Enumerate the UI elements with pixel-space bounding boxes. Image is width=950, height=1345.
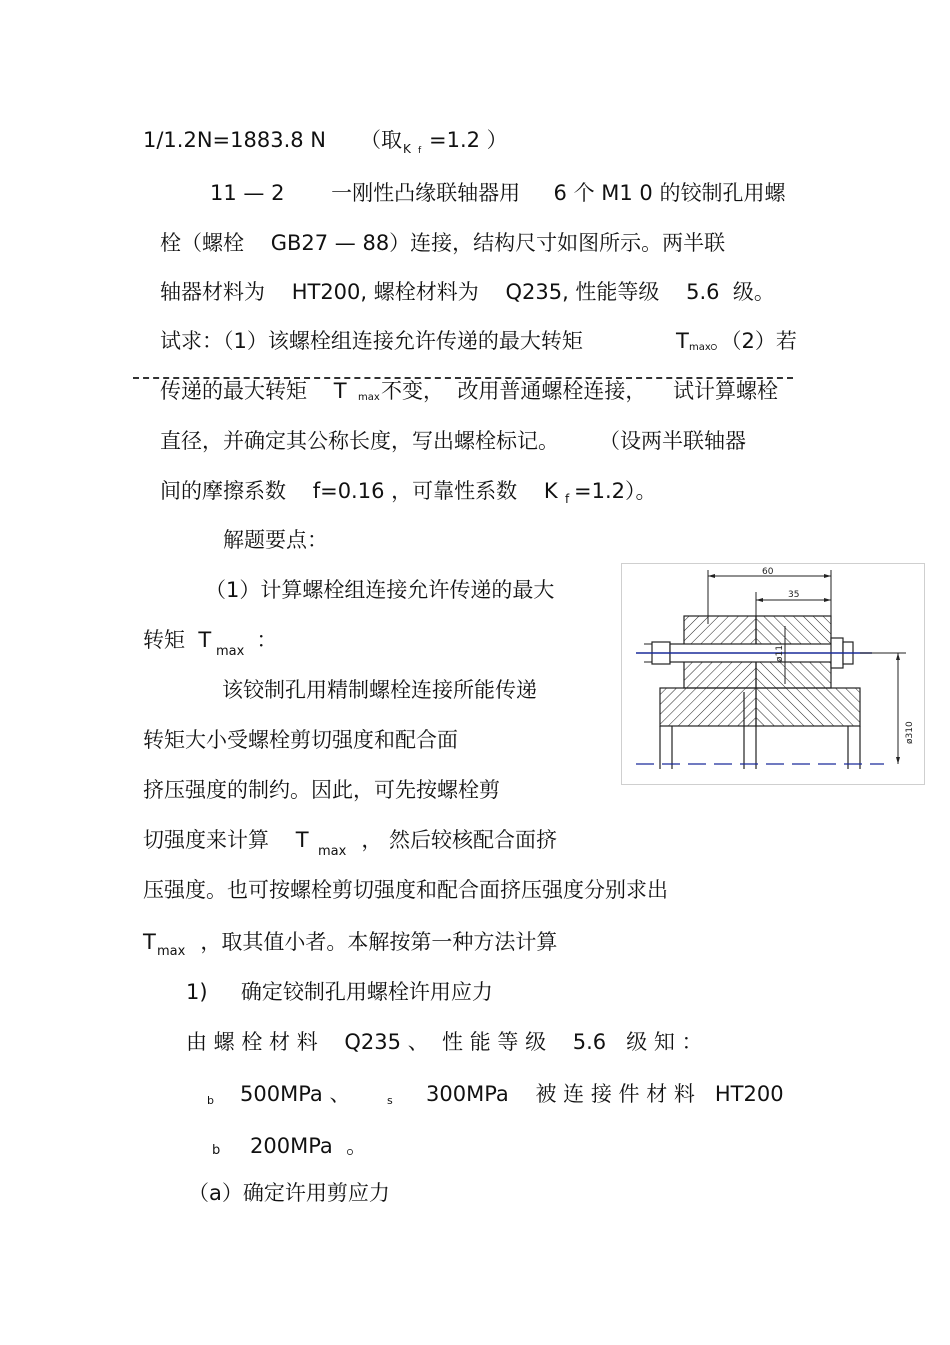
problem-line-5: 传递的最大转矩 T bbox=[160, 379, 347, 403]
para-line-3: 挤压强度的制约。因此，可先按螺栓剪 bbox=[143, 778, 500, 802]
step-1-title: （1）计算螺栓组连接允许传递的最大 bbox=[205, 578, 555, 602]
step-1-title-cont: 转矩 T bbox=[143, 628, 212, 652]
sigma-s-subscript: s bbox=[387, 1094, 393, 1107]
para-line-4: 切强度来计算 T bbox=[143, 828, 309, 852]
problem-line-5-end: 不变， 改用普通螺栓连接， 试计算螺栓 bbox=[381, 379, 779, 403]
left-hub bbox=[660, 688, 756, 726]
max-subscript: max bbox=[157, 944, 186, 959]
problem-line-7-end: =1.2）。 bbox=[574, 479, 657, 503]
note-open: （取 bbox=[360, 128, 402, 152]
para-line-6: ，取其值小者。本解按第一种方法计算 bbox=[187, 930, 558, 954]
formula-line-1: 1/1.2N=1883.8 N bbox=[143, 128, 327, 152]
max-subscript: max bbox=[318, 844, 347, 859]
para-line-2: 转矩大小受螺栓剪切强度和配合面 bbox=[143, 728, 458, 752]
substep-1: 1) 确定铰制孔用螺栓许用应力 bbox=[186, 980, 493, 1004]
max-subscript: max bbox=[358, 392, 380, 403]
dim-35-label: 35 bbox=[788, 590, 800, 600]
coupling-figure bbox=[621, 563, 925, 785]
note-close: =1.2 ） bbox=[429, 128, 508, 152]
k-symbol: K bbox=[403, 142, 411, 156]
colon: ： bbox=[243, 628, 278, 652]
sigma-b-value: 500MPa 、 bbox=[240, 1082, 351, 1106]
problem-line-3: 轴器材料为 HT200, 螺栓材料为 Q235, 性能等级 5.6 级。 bbox=[160, 280, 775, 304]
t-symbol: T bbox=[676, 329, 689, 353]
dimension-310 bbox=[860, 653, 915, 764]
max-subscript: max bbox=[216, 644, 245, 659]
problem-line-7: 间的摩擦系数 f=0.16 ，可靠性系数 K bbox=[160, 479, 558, 503]
max-subscript: max bbox=[689, 342, 711, 353]
problem-line-2: 栓（螺栓 GB27 — 88）连接，结构尺寸如图所示。两半联 bbox=[160, 231, 726, 255]
substep-a: （a）确定许用剪应力 bbox=[188, 1181, 390, 1205]
dim-60-label: 60 bbox=[762, 567, 774, 577]
materials-line-1: 由 螺 栓 材 料 Q235 、 性 能 等 级 5.6 级 知 ： bbox=[186, 1030, 703, 1054]
para-line-1: 该铰制孔用精制螺栓连接所能传递 bbox=[222, 678, 537, 702]
problem-line-4-end: 。（2）若 bbox=[710, 329, 797, 353]
para-line-5: 压强度。也可按螺栓剪切强度和配合面挤压强度分别求出 bbox=[143, 878, 668, 902]
t-symbol: T bbox=[143, 930, 156, 954]
right-hub bbox=[756, 688, 860, 726]
sigma-s-value: 300MPa 被 连 接 件 材 料 HT200 bbox=[426, 1082, 784, 1106]
dim-d-label: ø11 bbox=[775, 645, 785, 662]
para-line-4-end: ， 然后较核配合面挤 bbox=[348, 828, 558, 852]
f-subscript: f bbox=[418, 146, 422, 156]
problem-line-1: 11 — 2 一刚性凸缘联轴器用 6 个 M1 0 的铰制孔用螺 bbox=[210, 181, 786, 205]
problem-line-4: 试求：（1）该螺栓组连接允许传递的最大转矩 bbox=[160, 329, 583, 353]
sigma-b-subscript: b bbox=[212, 1143, 221, 1158]
ht200-strength: 200MPa 。 bbox=[250, 1134, 368, 1158]
solution-heading: 解题要点： bbox=[223, 528, 328, 552]
problem-line-6: 直径，并确定其公称长度，写出螺栓标记。 （设两半联轴器 bbox=[160, 429, 747, 453]
f-subscript: f bbox=[565, 492, 570, 506]
dim-310-label: ø310 bbox=[905, 721, 915, 744]
sigma-b-subscript: b bbox=[207, 1094, 214, 1107]
